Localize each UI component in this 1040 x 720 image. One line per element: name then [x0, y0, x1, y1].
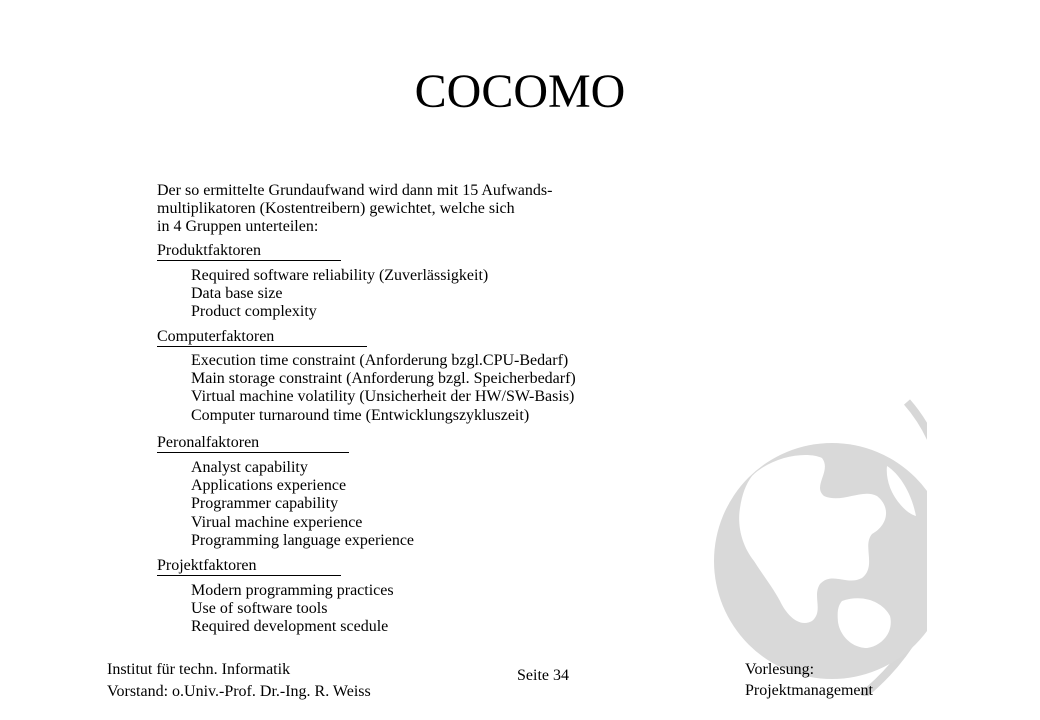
list-item: Applications experience	[191, 477, 347, 495]
list-item: Product complexity	[191, 303, 317, 321]
intro-line: multiplikatoren (Kostentreibern) gewichtet, welche sich	[157, 200, 515, 217]
list-item: Programming language experience	[191, 531, 415, 549]
list-item: Required development scedule	[191, 618, 389, 636]
list-item: Computer turnaround time (Entwicklungszykluszeit)	[191, 406, 530, 424]
list-item: Data base size	[191, 285, 283, 303]
list-item: Programmer capability	[191, 495, 339, 513]
list-item: Use of software tools	[191, 600, 328, 618]
list-item: Execution time constraint (Anforderung bzgl.CPU-Bedarf)	[191, 352, 569, 369]
group-list-peronalfaktoren	[191, 459, 414, 550]
list-item: Main storage constraint (Anforderung bzgl. Speicherbedarf)	[191, 370, 576, 388]
group-heading-produktfaktoren: Produktfaktoren	[157, 242, 341, 261]
group-heading-peronalfaktoren: Peronalfaktoren	[157, 434, 349, 453]
group-list-projektfaktoren	[191, 582, 394, 637]
intro-line: in 4 Gruppen unterteilen:	[157, 218, 319, 235]
globe-icon	[712, 396, 927, 696]
slide-title: COCOMO	[414, 65, 626, 118]
list-item: Virual machine experience	[191, 513, 363, 531]
footer-board: Vorstand: o.Univ.-Prof. Dr.-Ing. R. Weiss	[107, 683, 371, 700]
footer-lecture	[745, 659, 873, 701]
list-item: Analyst capability	[191, 459, 308, 476]
group-heading-projektfaktoren: Projektfaktoren	[157, 557, 341, 576]
list-item: Virtual machine volatility (Unsicherheit der HW/SW-Basis)	[191, 388, 575, 406]
intro-paragraph	[157, 182, 552, 236]
footer-institute-name: Institut für techn. Informatik	[107, 661, 291, 678]
footer-lecture-label: Vorlesung:	[745, 661, 815, 678]
page-number: Seite 34	[517, 667, 569, 684]
intro-line: Der so ermittelte Grundaufwand wird dann mit 15 Aufwands-	[157, 182, 553, 199]
list-item: Required software reliability (Zuverlässigkeit)	[191, 267, 489, 284]
group-list-computerfaktoren	[191, 352, 576, 425]
group-heading-computerfaktoren: Computerfaktoren	[157, 328, 367, 347]
list-item: Modern programming practices	[191, 582, 394, 599]
group-list-produktfaktoren	[191, 267, 488, 322]
footer-lecture-name: Projektmanagement	[745, 682, 873, 699]
footer-institute	[107, 659, 371, 703]
